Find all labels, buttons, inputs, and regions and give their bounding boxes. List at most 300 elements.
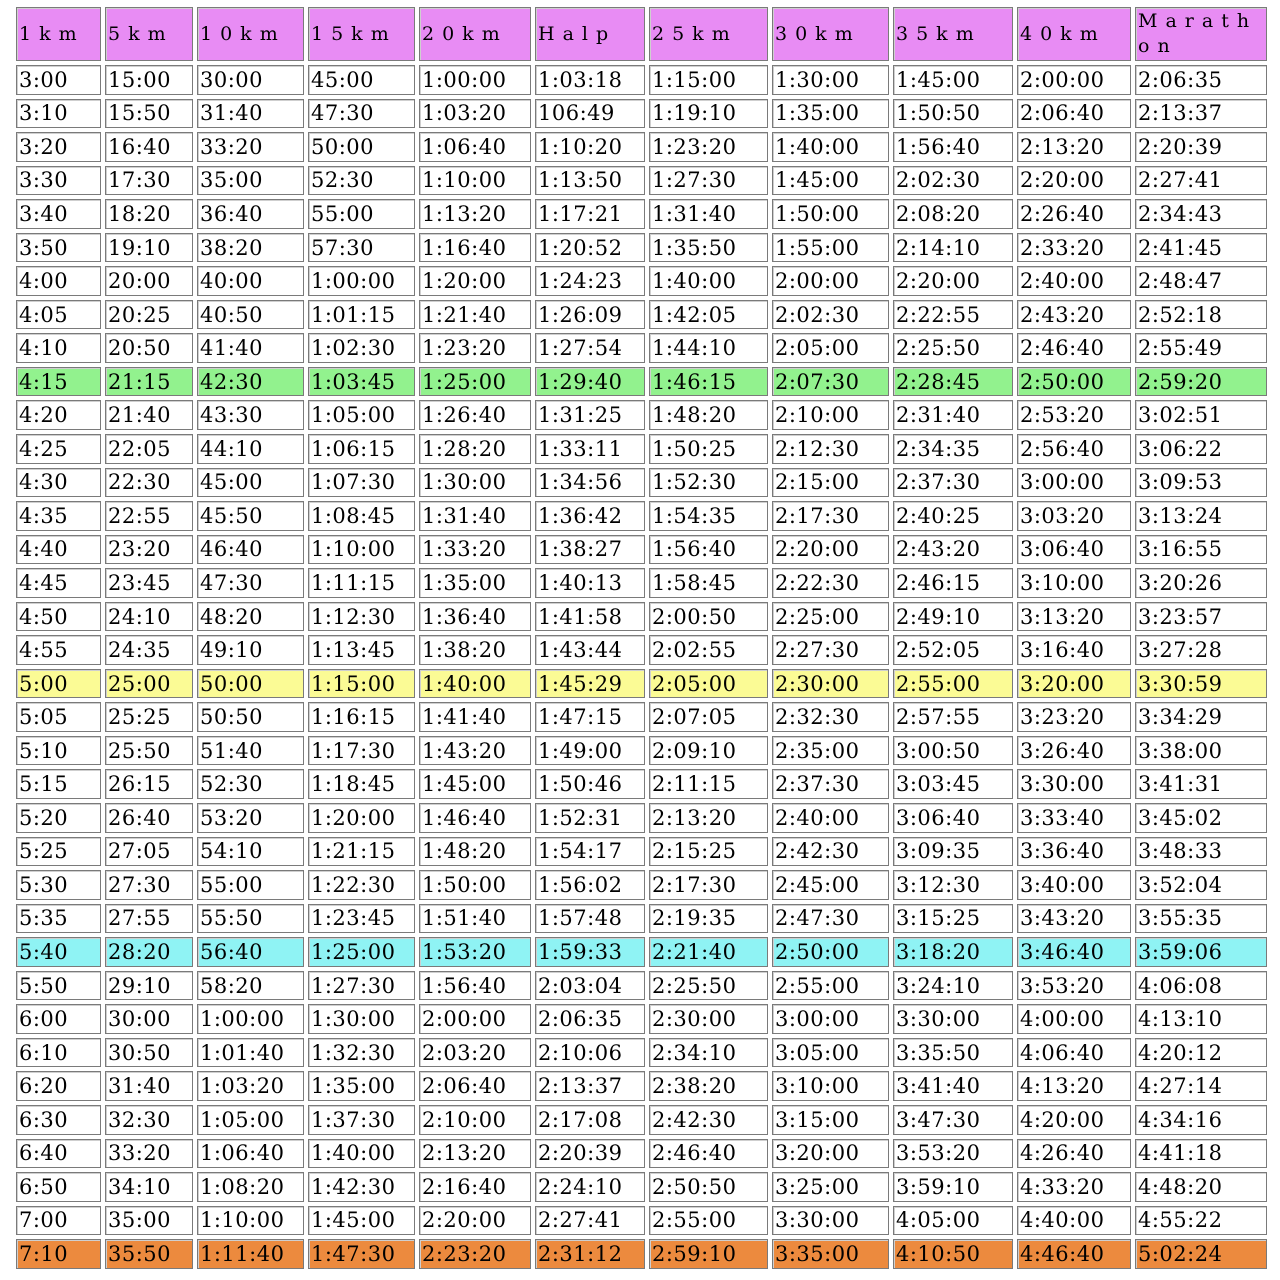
- table-cell: 5:05: [16, 702, 101, 732]
- table-cell: 2:17:30: [772, 501, 889, 531]
- table-cell: 2:40:00: [1017, 266, 1131, 296]
- table-cell: 3:53:20: [893, 1139, 1013, 1169]
- table-row: [16, 501, 1267, 531]
- table-cell: 4:13:10: [1135, 1004, 1267, 1034]
- table-cell: 4:00:00: [1017, 1004, 1131, 1034]
- table-cell: 58:20: [197, 971, 304, 1001]
- table-cell: 42:30: [197, 367, 304, 397]
- table-cell: 1:17:30: [308, 736, 415, 766]
- table-cell: 45:00: [308, 65, 415, 95]
- table-cell: 1:38:27: [535, 535, 645, 565]
- table-cell: 2:02:30: [772, 300, 889, 330]
- table-cell: 3:36:40: [1017, 837, 1131, 867]
- table-cell: 1:42:30: [308, 1172, 415, 1202]
- table-cell: 1:53:20: [419, 937, 531, 967]
- table-cell: 2:14:10: [893, 233, 1013, 263]
- table-cell: 1:46:15: [649, 367, 768, 397]
- table-cell: 35:50: [105, 1239, 193, 1269]
- table-cell: 3:23:20: [1017, 702, 1131, 732]
- table-cell: 1:58:45: [649, 568, 768, 598]
- table-cell: 3:41:31: [1135, 769, 1267, 799]
- table-cell: 1:10:20: [535, 132, 645, 162]
- table-cell: 2:00:00: [772, 266, 889, 296]
- table-cell: 2:46:40: [649, 1139, 768, 1169]
- table-cell: 1:56:40: [893, 132, 1013, 162]
- table-cell: 1:35:50: [649, 233, 768, 263]
- table-cell: 33:20: [105, 1139, 193, 1169]
- table-cell: 3:41:40: [893, 1071, 1013, 1101]
- table-row: [16, 166, 1267, 196]
- table-cell: 1:11:15: [308, 568, 415, 598]
- table-cell: 6:00: [16, 1004, 101, 1034]
- table-cell: 1:44:10: [649, 333, 768, 363]
- table-cell: 18:20: [105, 199, 193, 229]
- table-cell: 2:20:00: [893, 266, 1013, 296]
- table-cell: 1:47:15: [535, 702, 645, 732]
- table-cell: 1:35:00: [419, 568, 531, 598]
- table-cell: 3:46:40: [1017, 937, 1131, 967]
- table-cell: 1:50:50: [893, 99, 1013, 129]
- table-row: [16, 669, 1267, 699]
- table-cell: 2:13:20: [649, 803, 768, 833]
- table-cell: 17:30: [105, 166, 193, 196]
- table-cell: 2:35:00: [772, 736, 889, 766]
- table-cell: 2:42:30: [772, 837, 889, 867]
- table-cell: 4:20:00: [1017, 1105, 1131, 1135]
- table-cell: 4:55: [16, 635, 101, 665]
- table-cell: 2:41:45: [1135, 233, 1267, 263]
- table-cell: 15:00: [105, 65, 193, 95]
- table-cell: 19:10: [105, 233, 193, 263]
- table-cell: 1:25:00: [308, 937, 415, 967]
- table-cell: 2:40:25: [893, 501, 1013, 531]
- table-cell: 2:55:00: [649, 1206, 768, 1236]
- table-cell: 26:15: [105, 769, 193, 799]
- table-cell: 3:24:10: [893, 971, 1013, 1001]
- table-cell: 1:38:20: [419, 635, 531, 665]
- table-cell: 3:38:00: [1135, 736, 1267, 766]
- table-cell: 1:23:20: [419, 333, 531, 363]
- table-cell: 6:10: [16, 1038, 101, 1068]
- table-cell: 2:31:40: [893, 400, 1013, 430]
- table-cell: 2:12:30: [772, 434, 889, 464]
- table-cell: 1:11:40: [197, 1239, 304, 1269]
- table-cell: 53:20: [197, 803, 304, 833]
- table-cell: 1:42:05: [649, 300, 768, 330]
- table-cell: 1:10:00: [308, 535, 415, 565]
- table-cell: 21:40: [105, 400, 193, 430]
- table-cell: 1:36:42: [535, 501, 645, 531]
- table-cell: 55:00: [308, 199, 415, 229]
- table-cell: 106:49: [535, 99, 645, 129]
- table-cell: 1:45:00: [772, 166, 889, 196]
- table-row: [16, 1239, 1267, 1269]
- table-cell: 1:59:33: [535, 937, 645, 967]
- table-cell: 2:03:20: [419, 1038, 531, 1068]
- table-cell: 2:55:00: [893, 669, 1013, 699]
- table-cell: 2:08:20: [893, 199, 1013, 229]
- table-cell: 3:10: [16, 99, 101, 129]
- table-cell: 2:27:30: [772, 635, 889, 665]
- header-25km: 25km: [649, 7, 768, 61]
- table-cell: 1:10:00: [197, 1206, 304, 1236]
- table-cell: 4:48:20: [1135, 1172, 1267, 1202]
- table-cell: 3:23:57: [1135, 602, 1267, 632]
- table-cell: 1:45:29: [535, 669, 645, 699]
- table-cell: 3:06:22: [1135, 434, 1267, 464]
- table-cell: 46:40: [197, 535, 304, 565]
- table-row: [16, 99, 1267, 129]
- table-cell: 33:20: [197, 132, 304, 162]
- table-row: [16, 1038, 1267, 1068]
- table-cell: 2:48:47: [1135, 266, 1267, 296]
- table-cell: 4:05:00: [893, 1206, 1013, 1236]
- table-cell: 3:53:20: [1017, 971, 1131, 1001]
- table-cell: 2:22:30: [772, 568, 889, 598]
- table-cell: 3:10:00: [772, 1071, 889, 1101]
- table-cell: 2:40:00: [772, 803, 889, 833]
- table-cell: 3:03:20: [1017, 501, 1131, 531]
- table-cell: 1:35:00: [772, 99, 889, 129]
- table-cell: 2:57:55: [893, 702, 1013, 732]
- table-cell: 1:48:20: [419, 837, 531, 867]
- table-cell: 2:27:41: [535, 1206, 645, 1236]
- table-cell: 24:10: [105, 602, 193, 632]
- table-cell: 3:15:00: [772, 1105, 889, 1135]
- table-cell: 2:13:37: [535, 1071, 645, 1101]
- table-cell: 2:19:35: [649, 904, 768, 934]
- table-row: [16, 333, 1267, 363]
- table-cell: 1:10:00: [419, 166, 531, 196]
- table-cell: 4:10: [16, 333, 101, 363]
- header-15km: 15km: [308, 7, 415, 61]
- table-cell: 1:31:25: [535, 400, 645, 430]
- table-cell: 2:30:00: [649, 1004, 768, 1034]
- table-cell: 1:08:20: [197, 1172, 304, 1202]
- table-cell: 1:21:15: [308, 837, 415, 867]
- table-cell: 3:45:02: [1135, 803, 1267, 833]
- table-cell: 3:20:00: [1017, 669, 1131, 699]
- table-cell: 7:10: [16, 1239, 101, 1269]
- table-cell: 3:05:00: [772, 1038, 889, 1068]
- table-cell: 3:30:00: [772, 1206, 889, 1236]
- table-cell: 1:27:30: [649, 166, 768, 196]
- table-cell: 1:17:21: [535, 199, 645, 229]
- table-cell: 2:02:55: [649, 635, 768, 665]
- table-row: [16, 1206, 1267, 1236]
- table-cell: 3:47:30: [893, 1105, 1013, 1135]
- table-cell: 1:30:00: [419, 468, 531, 498]
- table-cell: 2:10:06: [535, 1038, 645, 1068]
- table-cell: 1:41:58: [535, 602, 645, 632]
- table-cell: 2:59:20: [1135, 367, 1267, 397]
- table-cell: 4:10:50: [893, 1239, 1013, 1269]
- table-cell: 25:00: [105, 669, 193, 699]
- table-cell: 31:40: [197, 99, 304, 129]
- table-cell: 2:45:00: [772, 870, 889, 900]
- table-cell: 3:30:00: [893, 1004, 1013, 1034]
- table-cell: 4:20: [16, 400, 101, 430]
- table-cell: 1:28:20: [419, 434, 531, 464]
- table-cell: 5:40: [16, 937, 101, 967]
- table-cell: 1:13:20: [419, 199, 531, 229]
- table-row: [16, 702, 1267, 732]
- table-cell: 2:25:50: [893, 333, 1013, 363]
- table-cell: 3:52:04: [1135, 870, 1267, 900]
- table-cell: 2:27:41: [1135, 166, 1267, 196]
- table-cell: 2:50:00: [772, 937, 889, 967]
- table-cell: 2:13:20: [1017, 132, 1131, 162]
- table-cell: 2:30:00: [772, 669, 889, 699]
- table-cell: 1:16:40: [419, 233, 531, 263]
- table-cell: 2:50:00: [1017, 367, 1131, 397]
- table-cell: 55:50: [197, 904, 304, 934]
- table-cell: 1:06:15: [308, 434, 415, 464]
- table-cell: 1:37:30: [308, 1105, 415, 1135]
- table-cell: 1:54:17: [535, 837, 645, 867]
- header-35km: 35km: [893, 7, 1013, 61]
- table-cell: 1:41:40: [419, 702, 531, 732]
- table-cell: 1:20:00: [419, 266, 531, 296]
- table-cell: 3:09:35: [893, 837, 1013, 867]
- header-half: Halp: [535, 7, 645, 61]
- table-cell: 27:55: [105, 904, 193, 934]
- table-row: [16, 132, 1267, 162]
- table-cell: 1:40:00: [308, 1139, 415, 1169]
- table-cell: 4:34:16: [1135, 1105, 1267, 1135]
- table-cell: 2:22:55: [893, 300, 1013, 330]
- table-cell: 2:50:50: [649, 1172, 768, 1202]
- table-cell: 32:30: [105, 1105, 193, 1135]
- table-cell: 1:52:30: [649, 468, 768, 498]
- table-cell: 3:27:28: [1135, 635, 1267, 665]
- table-cell: 2:06:35: [1135, 65, 1267, 95]
- table-cell: 1:55:00: [772, 233, 889, 263]
- table-cell: 3:03:45: [893, 769, 1013, 799]
- table-cell: 15:50: [105, 99, 193, 129]
- table-cell: 1:03:18: [535, 65, 645, 95]
- table-row: [16, 904, 1267, 934]
- table-row: [16, 65, 1267, 95]
- table-cell: 1:05:00: [308, 400, 415, 430]
- table-cell: 1:18:45: [308, 769, 415, 799]
- table-cell: 2:11:15: [649, 769, 768, 799]
- table-cell: 3:10:00: [1017, 568, 1131, 598]
- table-cell: 2:06:40: [1017, 99, 1131, 129]
- table-cell: 3:30: [16, 166, 101, 196]
- table-cell: 4:50: [16, 602, 101, 632]
- table-cell: 1:15:00: [308, 669, 415, 699]
- table-cell: 2:59:10: [649, 1239, 768, 1269]
- table-cell: 1:57:48: [535, 904, 645, 934]
- table-cell: 1:48:20: [649, 400, 768, 430]
- table-cell: 3:30:59: [1135, 669, 1267, 699]
- table-row: [16, 736, 1267, 766]
- table-cell: 4:55:22: [1135, 1206, 1267, 1236]
- table-row: [16, 635, 1267, 665]
- table-cell: 5:20: [16, 803, 101, 833]
- table-row: [16, 803, 1267, 833]
- table-cell: 3:55:35: [1135, 904, 1267, 934]
- table-cell: 1:45:00: [308, 1206, 415, 1236]
- table-cell: 4:45: [16, 568, 101, 598]
- table-cell: 1:27:30: [308, 971, 415, 1001]
- table-cell: 2:20:39: [535, 1139, 645, 1169]
- table-row: [16, 233, 1267, 263]
- table-cell: 1:02:30: [308, 333, 415, 363]
- table-cell: 2:55:00: [772, 971, 889, 1001]
- table-cell: 35:00: [197, 166, 304, 196]
- table-cell: 1:51:40: [419, 904, 531, 934]
- table-cell: 21:15: [105, 367, 193, 397]
- table-cell: 1:24:23: [535, 266, 645, 296]
- table-cell: 4:35: [16, 501, 101, 531]
- table-cell: 4:25: [16, 434, 101, 464]
- table-row: [16, 300, 1267, 330]
- table-cell: 2:13:37: [1135, 99, 1267, 129]
- table-cell: 2:00:00: [419, 1004, 531, 1034]
- table-cell: 2:46:15: [893, 568, 1013, 598]
- table-cell: 56:40: [197, 937, 304, 967]
- table-cell: 27:05: [105, 837, 193, 867]
- table-cell: 3:16:40: [1017, 635, 1131, 665]
- table-cell: 1:43:20: [419, 736, 531, 766]
- table-row: [16, 434, 1267, 464]
- table-cell: 3:20:26: [1135, 568, 1267, 598]
- table-cell: 2:07:05: [649, 702, 768, 732]
- table-cell: 4:27:14: [1135, 1071, 1267, 1101]
- table-cell: 3:50: [16, 233, 101, 263]
- table-cell: 27:30: [105, 870, 193, 900]
- table-cell: 1:29:40: [535, 367, 645, 397]
- table-cell: 6:40: [16, 1139, 101, 1169]
- table-cell: 2:56:40: [1017, 434, 1131, 464]
- table-row: [16, 199, 1267, 229]
- table-cell: 4:26:40: [1017, 1139, 1131, 1169]
- table-cell: 43:30: [197, 400, 304, 430]
- header-30km: 30km: [772, 7, 889, 61]
- table-cell: 20:25: [105, 300, 193, 330]
- table-cell: 47:30: [308, 99, 415, 129]
- table-cell: 3:33:40: [1017, 803, 1131, 833]
- table-cell: 25:25: [105, 702, 193, 732]
- table-cell: 1:56:40: [649, 535, 768, 565]
- table-cell: 50:50: [197, 702, 304, 732]
- table-cell: 1:01:40: [197, 1038, 304, 1068]
- table-cell: 1:49:00: [535, 736, 645, 766]
- table-cell: 1:31:40: [419, 501, 531, 531]
- table-cell: 3:18:20: [893, 937, 1013, 967]
- table-cell: 1:40:00: [419, 669, 531, 699]
- header-marathon: Marathon: [1135, 7, 1267, 61]
- table-cell: 2:09:10: [649, 736, 768, 766]
- table-cell: 3:30:00: [1017, 769, 1131, 799]
- table-cell: 57:30: [308, 233, 415, 263]
- table-cell: 4:15: [16, 367, 101, 397]
- table-cell: 1:34:56: [535, 468, 645, 498]
- table-cell: 1:30:00: [772, 65, 889, 95]
- header-5km: 5km: [105, 7, 193, 61]
- table-cell: 4:20:12: [1135, 1038, 1267, 1068]
- table-row: [16, 1139, 1267, 1169]
- table-cell: 5:02:24: [1135, 1239, 1267, 1269]
- table-cell: 40:00: [197, 266, 304, 296]
- table-cell: 31:40: [105, 1071, 193, 1101]
- table-cell: 55:00: [197, 870, 304, 900]
- table-cell: 2:49:10: [893, 602, 1013, 632]
- table-cell: 2:00:50: [649, 602, 768, 632]
- table-cell: 1:20:00: [308, 803, 415, 833]
- table-cell: 3:35:50: [893, 1038, 1013, 1068]
- table-cell: 2:17:30: [649, 870, 768, 900]
- table-cell: 45:00: [197, 468, 304, 498]
- table-cell: 54:10: [197, 837, 304, 867]
- table-cell: 4:41:18: [1135, 1139, 1267, 1169]
- table-cell: 1:00:00: [419, 65, 531, 95]
- table-row: [16, 568, 1267, 598]
- table-cell: 1:50:46: [535, 769, 645, 799]
- table-cell: 2:34:35: [893, 434, 1013, 464]
- table-cell: 2:34:10: [649, 1038, 768, 1068]
- table-body: [16, 65, 1267, 1269]
- table-cell: 1:36:40: [419, 602, 531, 632]
- table-cell: 50:00: [197, 669, 304, 699]
- table-cell: 2:10:00: [772, 400, 889, 430]
- table-cell: 6:30: [16, 1105, 101, 1135]
- table-cell: 5:15: [16, 769, 101, 799]
- table-cell: 1:16:15: [308, 702, 415, 732]
- table-cell: 1:33:20: [419, 535, 531, 565]
- table-cell: 7:00: [16, 1206, 101, 1236]
- table-cell: 1:46:40: [419, 803, 531, 833]
- table-cell: 44:10: [197, 434, 304, 464]
- table-row: [16, 837, 1267, 867]
- table-cell: 1:03:45: [308, 367, 415, 397]
- table-cell: 3:12:30: [893, 870, 1013, 900]
- table-cell: 2:42:30: [649, 1105, 768, 1135]
- table-cell: 2:20:00: [772, 535, 889, 565]
- table-row: [16, 937, 1267, 967]
- table-cell: 5:00: [16, 669, 101, 699]
- table-cell: 1:00:00: [197, 1004, 304, 1034]
- header-40km: 40km: [1017, 7, 1131, 61]
- table-cell: 47:30: [197, 568, 304, 598]
- table-cell: 1:05:00: [197, 1105, 304, 1135]
- table-cell: 3:13:20: [1017, 602, 1131, 632]
- table-cell: 1:33:11: [535, 434, 645, 464]
- table-cell: 1:21:40: [419, 300, 531, 330]
- table-cell: 1:40:13: [535, 568, 645, 598]
- table-cell: 40:50: [197, 300, 304, 330]
- table-cell: 2:16:40: [419, 1172, 531, 1202]
- table-cell: 1:00:00: [308, 266, 415, 296]
- table-cell: 1:40:00: [649, 266, 768, 296]
- table-cell: 3:25:00: [772, 1172, 889, 1202]
- table-cell: 1:30:00: [308, 1004, 415, 1034]
- table-cell: 1:40:00: [772, 132, 889, 162]
- table-cell: 3:20:00: [772, 1139, 889, 1169]
- table-row: [16, 971, 1267, 1001]
- table-cell: 2:25:50: [649, 971, 768, 1001]
- table-cell: 2:52:18: [1135, 300, 1267, 330]
- table-cell: 49:10: [197, 635, 304, 665]
- table-cell: 1:13:50: [535, 166, 645, 196]
- header-row: [16, 7, 1267, 61]
- table-cell: 2:47:30: [772, 904, 889, 934]
- table-cell: 2:31:12: [535, 1239, 645, 1269]
- table-cell: 3:15:25: [893, 904, 1013, 934]
- table-cell: 45:50: [197, 501, 304, 531]
